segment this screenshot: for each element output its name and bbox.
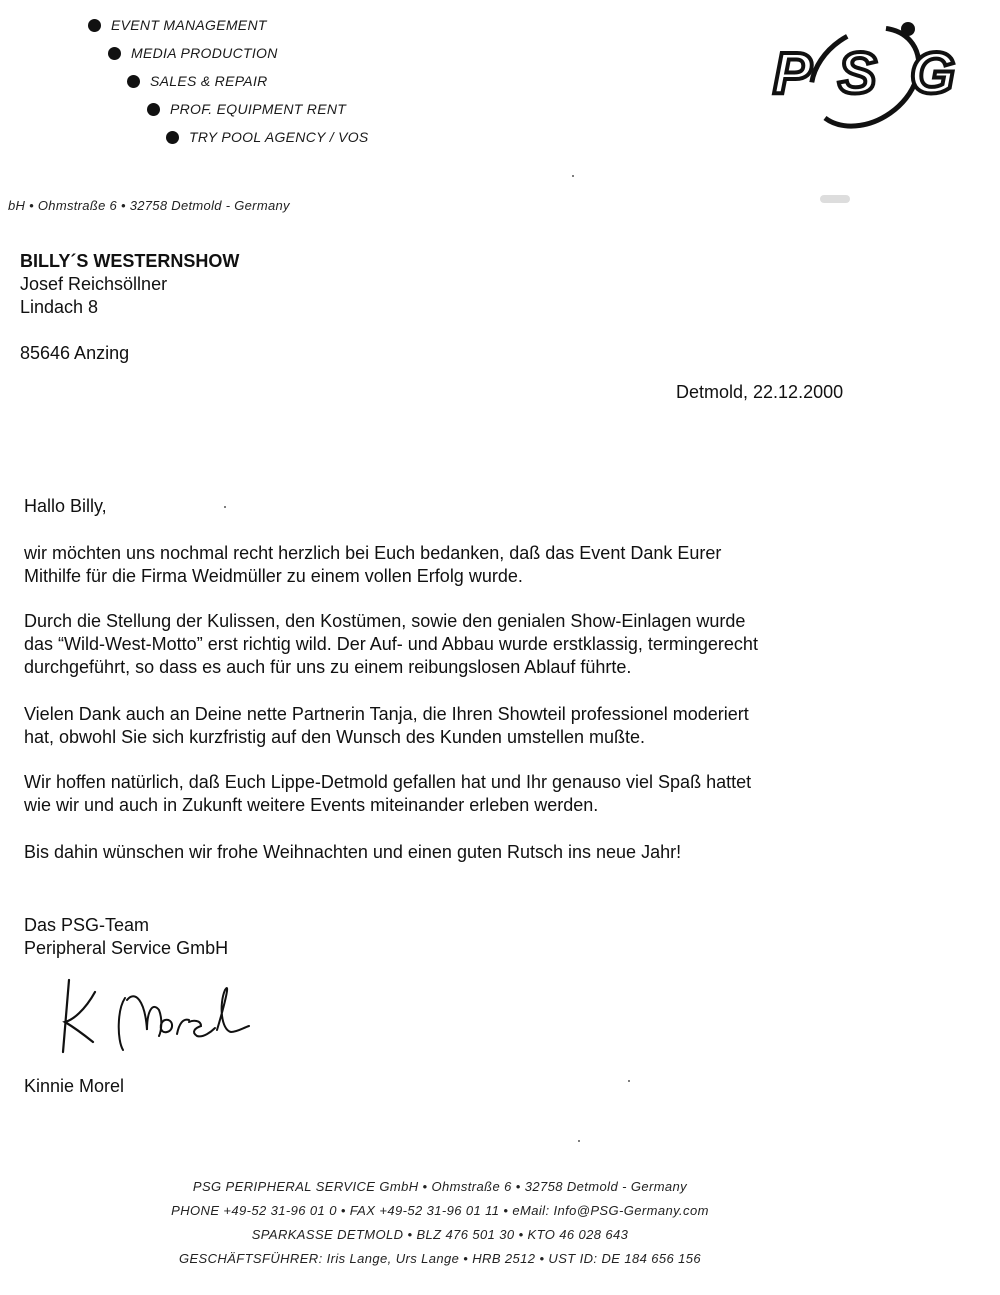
scan-smudge (820, 195, 850, 203)
svg-text:P: P (773, 41, 812, 106)
signature-image (55, 970, 265, 1060)
paragraph: wir möchten uns nochmal recht herzlich bei Euch bedanken, daß das Event Dank Eurer Mithilfe für die Firma Weidmüller zu einem vollen Erfolg wurde. (24, 543, 722, 586)
bullet-icon (166, 131, 179, 144)
greeting: Hallo Billy, (24, 496, 107, 516)
recipient-address (20, 250, 239, 365)
footer-company: PSG PERIPHERAL SERVICE GmbH • Ohmstraße 6 • 32758 Detmold - Germany (192, 1179, 688, 1194)
closing-company: Peripheral Service GmbH (24, 938, 229, 958)
service-item: EVENT MANAGEMENT (88, 17, 267, 33)
recipient-name: BILLY´S WESTERNSHOW (20, 251, 240, 271)
scan-speck (578, 1140, 580, 1142)
recipient-street: Lindach 8 (20, 297, 99, 317)
service-item: PROF. EQUIPMENT RENT (147, 101, 346, 117)
bullet-icon (147, 103, 160, 116)
footer-bank: SPARKASSE DETMOLD • BLZ 476 501 30 • KTO 46 028 643 (251, 1227, 629, 1242)
psg-logo-icon (765, 15, 975, 135)
return-address: bH • Ohmstraße 6 • 32758 Detmold - Germany (8, 198, 290, 213)
service-item: TRY POOL AGENCY / VOS (166, 129, 369, 145)
scan-speck (224, 506, 226, 508)
service-item: SALES & REPAIR (127, 73, 268, 89)
letter-date: Detmold, 22.12.2000 (676, 382, 844, 402)
service-item: MEDIA PRODUCTION (108, 45, 278, 61)
scan-speck (628, 1080, 630, 1082)
scan-speck (572, 175, 574, 177)
footer-contact: PHONE +49-52 31-96 01 0 • FAX +49-52 31-96 01 11 • eMail: Info@PSG-Germany.com (171, 1203, 709, 1218)
svg-text:G: G (910, 41, 956, 106)
footer (0, 1175, 880, 1271)
paragraph: Bis dahin wünschen wir frohe Weihnachten und einen guten Rutsch ins neue Jahr! (24, 842, 682, 862)
svg-text:S: S (838, 41, 877, 106)
footer-management: GESCHÄFTSFÜHRER: Iris Lange, Urs Lange • HRB 2512 • UST ID: DE 184 656 156 (178, 1251, 702, 1266)
paragraph: Durch die Stellung der Kulissen, den Kostümen, sowie den genialen Show-Einlagen wurde das “Wild-West-Motto” erst richtig wild. Der Auf- und Abbau wurde erstklassig, termingerecht durchgeführt, so dass es auch für uns zu einem reibungslosen Ablauf führte. (24, 611, 758, 677)
closing (24, 914, 228, 960)
recipient-city: 85646 Anzing (20, 343, 130, 363)
closing-team: Das PSG-Team (24, 915, 150, 935)
bullet-icon (88, 19, 101, 32)
paragraph: Wir hoffen natürlich, daß Euch Lippe-Detmold gefallen hat und Ihr genauso viel Spaß hattet wie wir und auch in Zukunft weitere Events miteinander erleben werden. (24, 772, 752, 815)
paragraph: Vielen Dank auch an Deine nette Partnerin Tanja, die Ihren Showteil professionel moderiert hat, obwohl Sie sich kurzfristig auf den Wunsch des Kunden umstellen mußte. (24, 704, 749, 747)
signer-name: Kinnie Morel (24, 1076, 125, 1096)
bullet-icon (127, 75, 140, 88)
bullet-icon (108, 47, 121, 60)
recipient-person: Josef Reichsöllner (20, 274, 168, 294)
